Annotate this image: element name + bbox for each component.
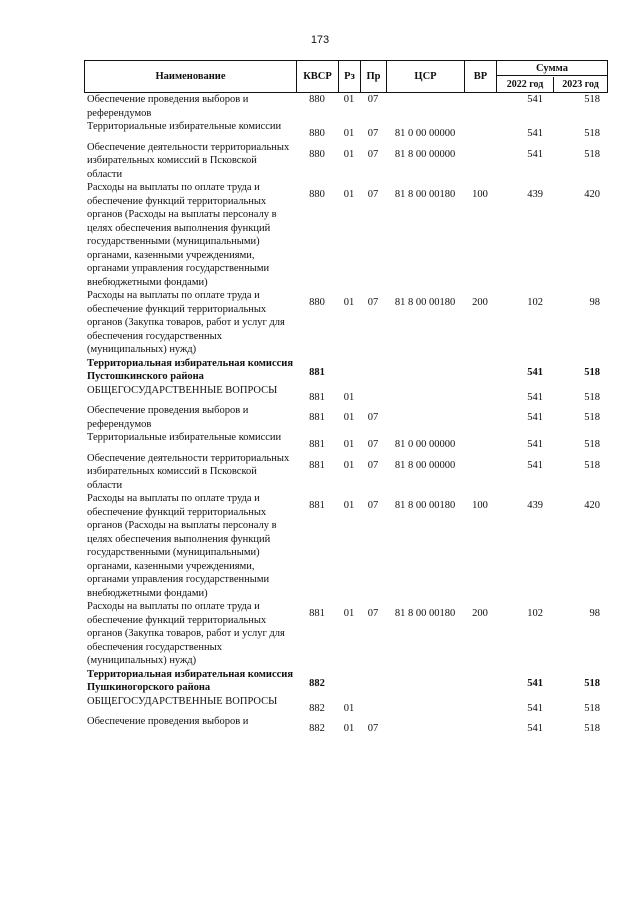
header-pr: Пр [361,61,387,92]
cell-2023: 518 [584,148,600,160]
cell-name: Территориальная избирательная комиссия Пушкиногорского района [87,668,294,693]
cell-2022: 541 [527,391,543,403]
cell-name: Расходы на выплаты по оплате труда и обеспечение функций территориальных органов (Расходы на выплаты персоналу в целях обеспечения выполнения функций государственными (муниципальными) органами, казенными учреждениями, органами управления государственными внебюджетными фондами) [87,493,277,599]
cell-pr: 07 [367,608,379,619]
cell-2022: 439 [527,189,543,200]
cell-2023: 518 [584,459,600,471]
cell-rz: 01 [343,459,355,471]
cell-kvsr: 881 [309,391,325,403]
cell-rz: 01 [343,189,355,200]
cell-rz: 01 [343,608,355,619]
cell-2022: 541 [527,148,543,160]
cell-pr: 07 [367,723,379,734]
cell-rz: 01 [343,500,355,511]
cell-pr: 07 [367,439,379,450]
cell-name: Обеспечение деятельности территориальных избирательных комиссий в Псковской области [87,452,290,491]
table-row [84,695,608,716]
table-row-section [84,668,608,695]
cell-kvsr: 881 [309,366,325,378]
cell-vr [464,431,496,452]
cell-csr: 81 8 00 00180 [394,500,456,511]
cell-vr: 100 [472,189,488,200]
cell-rz: 01 [343,412,355,423]
cell-2022: 541 [527,459,543,471]
cell-2023: 518 [584,391,600,403]
cell-2022: 541 [527,677,543,689]
cell-vr [464,668,496,695]
cell-name: Территориальные избирательные комиссии [87,432,282,443]
cell-pr: 07 [367,189,379,200]
cell-2022: 439 [527,500,543,511]
table-row [84,600,608,668]
table-row-section [84,357,608,384]
table-row [84,404,608,431]
cell-csr: 81 8 00 00000 [394,459,456,471]
cell-pr [360,384,386,405]
cell-2023: 98 [589,297,600,308]
cell-name: Территориальные избирательные комиссии [87,121,282,132]
cell-kvsr: 880 [309,148,325,160]
cell-csr [386,715,464,736]
cell-2022: 541 [527,723,543,734]
cell-pr [360,357,386,384]
cell-pr: 07 [367,459,379,471]
header-year-2023: 2023 год [562,79,599,90]
cell-csr [386,404,464,431]
table-row [84,384,608,405]
cell-csr: 81 8 00 00180 [394,297,456,308]
cell-vr [464,715,496,736]
header-kvsr: КВСР [297,61,339,92]
cell-pr [360,695,386,716]
cell-2022: 541 [527,366,543,378]
cell-vr [464,695,496,716]
cell-csr [386,668,464,695]
cell-2023: 518 [584,94,600,105]
page-number: 173 [310,34,330,46]
cell-kvsr: 881 [309,459,325,471]
cell-2022: 541 [527,412,543,423]
cell-kvsr: 881 [309,608,325,619]
cell-kvsr: 880 [309,94,325,105]
cell-pr: 07 [367,128,379,139]
cell-vr [464,384,496,405]
cell-name: Обеспечение проведения выборов и референдумов [87,94,249,119]
cell-csr: 81 0 00 00000 [394,439,456,450]
cell-pr: 07 [367,148,379,160]
header-rz: Рз [339,61,361,92]
cell-vr [464,404,496,431]
cell-rz: 01 [343,702,355,714]
cell-kvsr: 880 [309,189,325,200]
cell-2022: 541 [527,94,543,105]
cell-2023: 518 [584,412,600,423]
cell-kvsr: 880 [309,128,325,139]
cell-2023: 98 [589,608,600,619]
cell-2023: 518 [584,677,600,689]
cell-kvsr: 882 [309,677,325,689]
table-row [84,431,608,452]
cell-pr: 07 [367,412,379,423]
cell-vr: 100 [472,500,488,511]
cell-vr: 200 [472,608,488,619]
cell-kvsr: 881 [309,439,325,450]
table-body [84,93,608,736]
cell-rz: 01 [343,391,355,403]
cell-2022: 541 [527,128,543,139]
cell-name: Обеспечение проведения выборов и референдумов [87,405,249,430]
cell-csr: 81 0 00 00000 [394,128,456,139]
cell-name: Обеспечение проведения выборов и [87,716,249,727]
table-row [84,715,608,736]
cell-vr: 200 [472,297,488,308]
cell-rz: 01 [343,148,355,160]
cell-vr [464,120,496,141]
cell-2023: 518 [584,439,600,450]
table-header [84,60,608,93]
cell-rz: 01 [343,94,355,105]
table-row [84,141,608,182]
cell-kvsr: 881 [309,412,325,423]
cell-name: ОБЩЕГОСУДАРСТВЕННЫЕ ВОПРОСЫ [87,384,278,396]
cell-pr: 07 [367,94,379,105]
cell-vr [464,141,496,182]
header-vr: ВР [465,61,497,92]
cell-pr [360,668,386,695]
cell-csr [386,384,464,405]
cell-kvsr: 882 [309,702,325,714]
cell-2022: 541 [527,439,543,450]
cell-csr [386,357,464,384]
cell-vr [464,452,496,493]
cell-rz: 01 [343,723,355,734]
cell-rz: 01 [343,439,355,450]
header-name: Наименование [85,61,297,92]
cell-kvsr: 882 [309,723,325,734]
cell-2022: 102 [527,297,543,308]
cell-2023: 518 [584,723,600,734]
table-row [84,93,608,120]
cell-csr: 81 8 00 00000 [394,148,456,160]
cell-kvsr: 880 [309,297,325,308]
table-row [84,120,608,141]
table-row [84,492,608,600]
cell-rz [338,668,360,695]
cell-2023: 518 [584,366,600,378]
cell-2022: 102 [527,608,543,619]
cell-name: Расходы на выплаты по оплате труда и обеспечение функций территориальных органов (Закупка товаров, работ и услуг для обеспечения государственных (муниципальных) нужд) [87,290,285,355]
cell-2022: 541 [527,702,543,714]
cell-2023: 420 [584,500,600,511]
header-sum: Сумма [497,61,607,76]
cell-csr [386,695,464,716]
cell-csr: 81 8 00 00180 [394,189,456,200]
cell-name: Расходы на выплаты по оплате труда и обеспечение функций территориальных органов (Закупка товаров, работ и услуг для обеспечения государственных (муниципальных) нужд) [87,601,285,666]
header-csr: ЦСР [387,61,465,92]
budget-table [84,60,608,736]
cell-kvsr: 881 [309,500,325,511]
cell-pr: 07 [367,500,379,511]
table-row [84,181,608,289]
table-row [84,452,608,493]
cell-csr: 81 8 00 00180 [394,608,456,619]
cell-csr [386,93,464,120]
cell-rz: 01 [343,297,355,308]
cell-rz [338,357,360,384]
cell-rz: 01 [343,128,355,139]
cell-2023: 420 [584,189,600,200]
table-row [84,289,608,357]
cell-vr [464,357,496,384]
cell-name: Расходы на выплаты по оплате труда и обеспечение функций территориальных органов (Расходы на выплаты персоналу в целях обеспечения выполнения функций государственными (муниципальными) органами, казенными учреждениями, органами управления государственными внебюджетными фондами) [87,182,277,288]
cell-vr [464,93,496,120]
cell-name: Обеспечение деятельности территориальных избирательных комиссий в Псковской области [87,141,290,180]
cell-2023: 518 [584,128,600,139]
header-year-2022: 2022 год [497,77,554,92]
cell-name: Территориальная избирательная комиссия Пустошкинского района [87,357,294,382]
cell-name: ОБЩЕГОСУДАРСТВЕННЫЕ ВОПРОСЫ [87,695,278,707]
cell-2023: 518 [584,702,600,714]
cell-pr: 07 [367,297,379,308]
